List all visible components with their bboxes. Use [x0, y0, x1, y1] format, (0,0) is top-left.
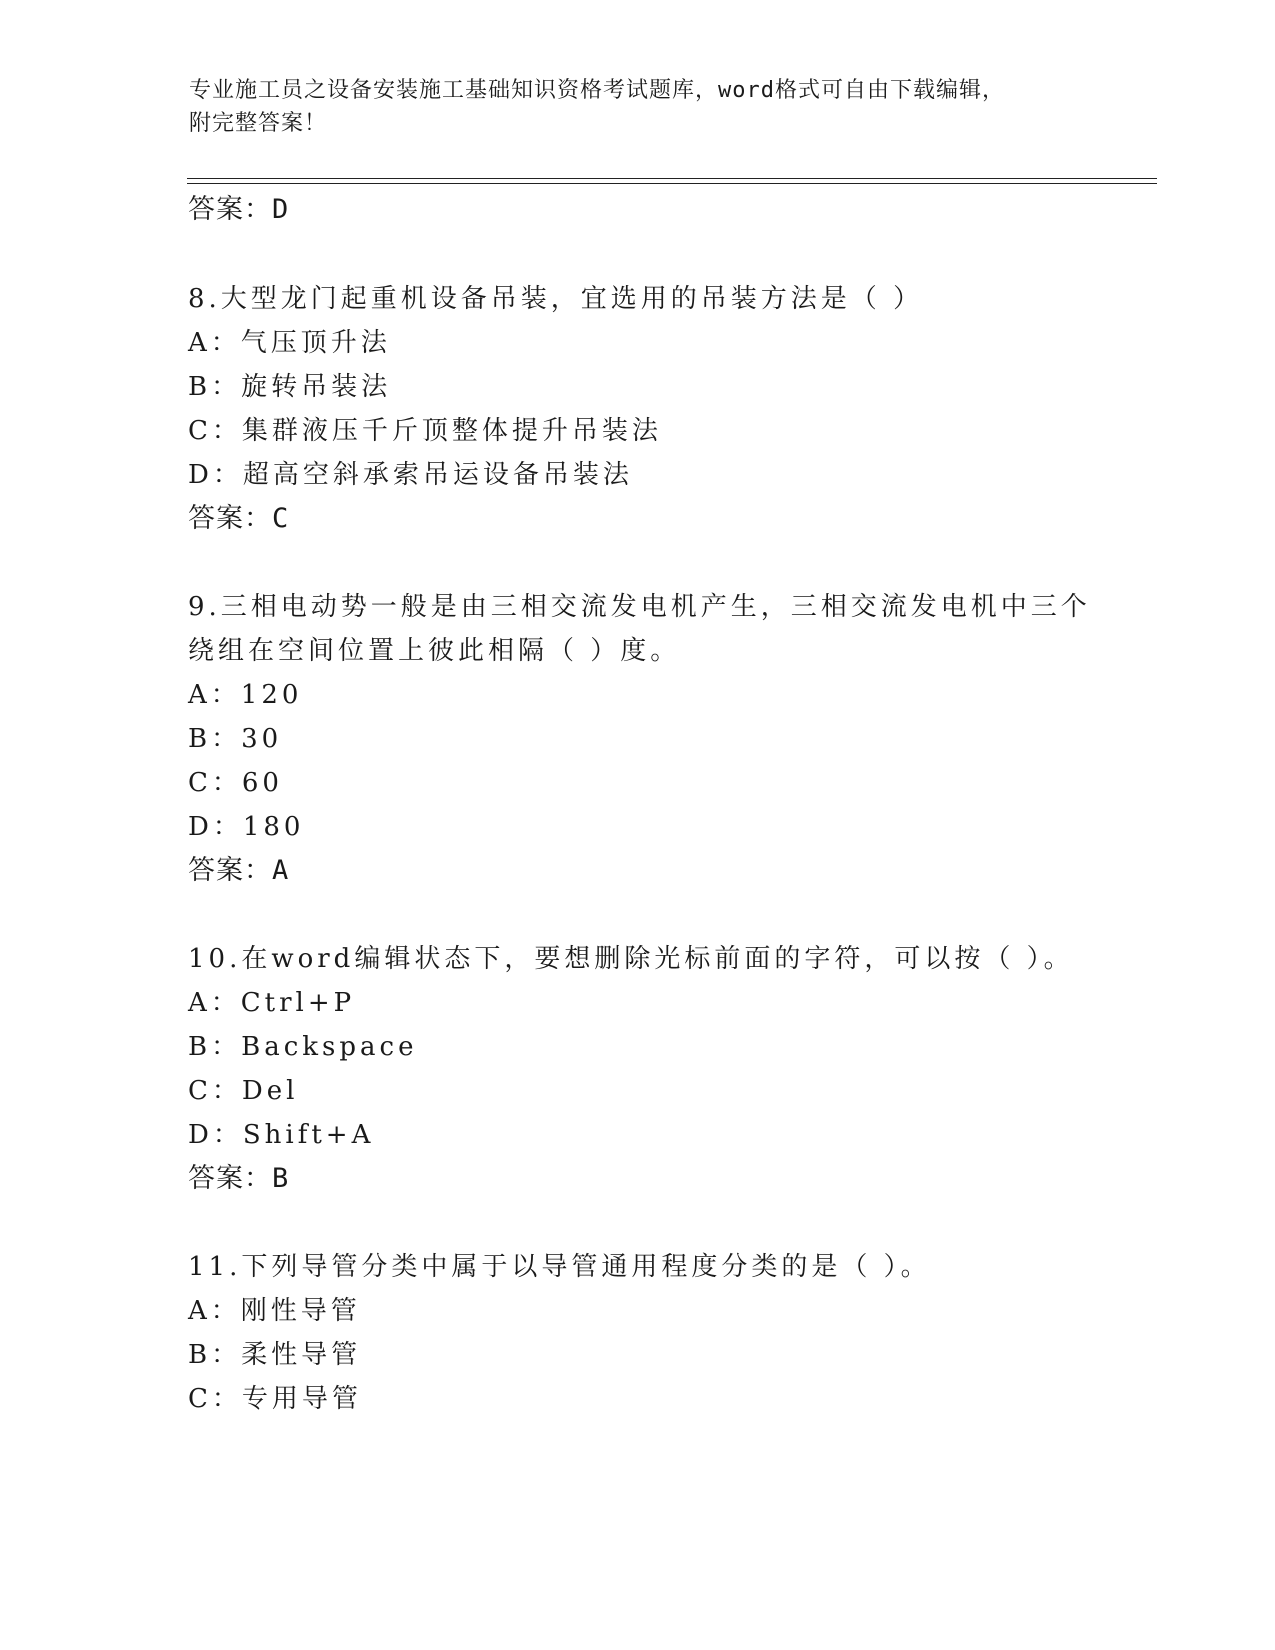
question-9-stem-line-2: 绕组在空间位置上彼此相隔（ ）度。 [188, 636, 681, 666]
question-9-option-b: B：30 [188, 724, 283, 754]
question-8-option-b: B：旋转吊装法 [188, 372, 392, 402]
question-8-answer: 答案：C [188, 503, 290, 534]
question-11-option-b: B：柔性导管 [188, 1340, 362, 1370]
question-9-option-a: A：120 [188, 680, 303, 710]
question-8-option-d: D：超高空斜承索吊运设备吊装法 [188, 460, 633, 490]
question-11-stem: 11.下列导管分类中属于以导管通用程度分类的是（ ）。 [188, 1252, 931, 1282]
question-8-stem: 8.大型龙门起重机设备吊装，宜选用的吊装方法是（ ） [188, 284, 924, 314]
header-divider-top [187, 178, 1157, 179]
question-9-option-c: C：60 [188, 768, 283, 798]
question-10-option-b: B：Backspace [188, 1032, 418, 1062]
question-8-option-c: C：集群液压千斤顶整体提升吊装法 [188, 416, 662, 446]
question-8-option-a: A：气压顶升法 [188, 328, 391, 358]
question-9-stem-line-1: 9.三相电动势一般是由三相交流发电机产生，三相交流发电机中三个 [188, 592, 1091, 622]
header-line-1: 专业施工员之设备安装施工基础知识资格考试题库，word格式可自由下载编辑， [189, 78, 1005, 103]
question-9-option-d: D：180 [188, 812, 305, 842]
question-10-option-c: C：Del [188, 1076, 299, 1106]
question-10-answer: 答案：B [188, 1163, 290, 1194]
question-11-option-a: A：刚性导管 [188, 1296, 361, 1326]
header-line-2: 附完整答案！ [189, 111, 328, 136]
question-9-answer: 答案：A [188, 855, 290, 886]
document-header [189, 74, 1069, 140]
question-10-option-d: D：Shift+A [188, 1120, 375, 1150]
question-10-stem: 10.在word编辑状态下，要想删除光标前面的字符，可以按（ ）。 [188, 944, 1074, 974]
header-divider-bottom [187, 183, 1157, 184]
question-11-option-c: C：专用导管 [188, 1384, 362, 1414]
previous-answer: 答案：D [188, 194, 290, 225]
question-10-option-a: A：Ctrl+P [188, 988, 356, 1018]
